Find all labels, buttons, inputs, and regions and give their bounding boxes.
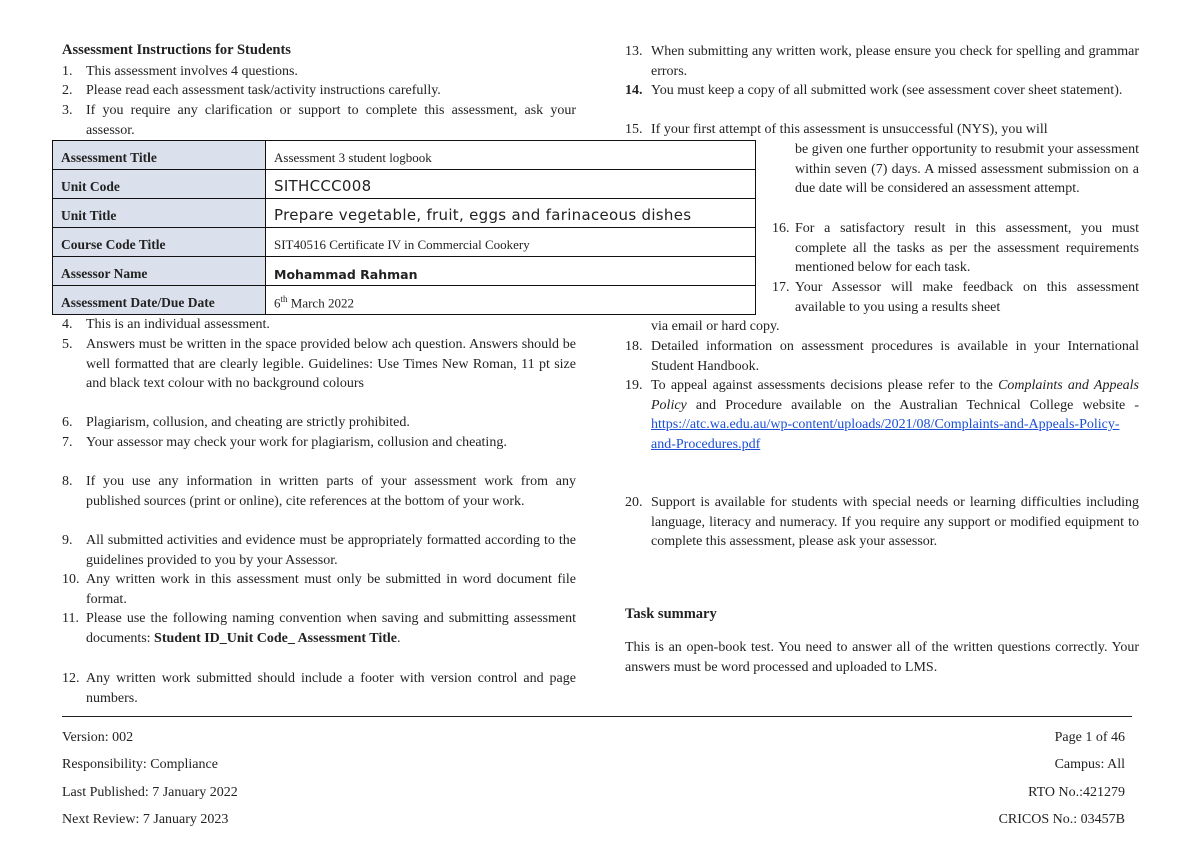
instruction-item: 2. Please read each assessment task/activity instructions carefully. (62, 83, 441, 98)
instruction-item: For a satisfactory result in this assessment, you must complete all the tasks as per the assessment requirements mentioned below for each task. (795, 221, 1139, 275)
assessor-value: Mohammad Rahman (266, 257, 756, 286)
assessment-title-value: Assessment 3 student logbook (266, 141, 756, 170)
assessment-title-label: Assessment Title (53, 141, 266, 170)
task-summary-title: Task summary (625, 606, 717, 622)
footer-next-review: Next Review: 7 January 2023 (62, 812, 229, 827)
footer-responsibility: Responsibility: Compliance (62, 757, 218, 772)
table-row (53, 286, 756, 315)
footer-last-published: Last Published: 7 January 2022 (62, 785, 238, 800)
instruction-item: 10. Any written work in this assessment must only be submitted in word document file format. (62, 572, 576, 607)
instruction-item: 19. To appeal against assessments decisions please refer to the Complaints and Appeals Policy and Procedure available on the Australian Technical College website - https://atc.wa.edu.au/wp-content/uploads/2021/08/Complaints-and-Appeals-Policy-and-Procedures.pdf (625, 378, 1139, 452)
table-row (53, 141, 756, 170)
assessor-label: Assessor Name (53, 257, 266, 286)
footer-divider (62, 716, 1132, 717)
unit-title-value: Prepare vegetable, fruit, eggs and farinaceous dishes (266, 199, 756, 228)
instruction-item-tail: via email or hard copy. (651, 319, 780, 334)
footer-rto: RTO No.:421279 (1028, 785, 1125, 800)
instruction-item: 11. Please use the following naming convention when saving and submitting assessment documents: Student ID_Unit Code_ Assessment Title. (62, 611, 576, 646)
instruction-item: Your Assessor will make feedback on this assessment available to you using a results sheet (795, 280, 1139, 315)
due-date-label: Assessment Date/Due Date (53, 286, 266, 315)
instruction-item: 20. Support is available for students with special needs or learning difficulties including language, literacy and numeracy. If you require any support or modified equipment to complete this assessment, please ask your assessor. (625, 495, 1139, 549)
instruction-item: 12. Any written work submitted should include a footer with version control and page numbers. (62, 671, 576, 706)
instruction-item: 1. This assessment involves 4 questions. (62, 64, 298, 79)
due-date-value: 6th March 2022 (266, 286, 756, 315)
unit-code-label: Unit Code (53, 170, 266, 199)
naming-convention: Student ID_Unit Code_ Assessment Title (154, 630, 398, 646)
table-row (53, 199, 756, 228)
instruction-item: 8. If you use any information in written parts of your assessment work from any published sources (print or online), cite references at the bottom of your work. (62, 474, 576, 509)
instruction-number: 16. (772, 221, 790, 236)
table-row (53, 228, 756, 257)
instruction-item: 9. All submitted activities and evidence must be appropriately formatted according to the guidelines provided to you by your Assessor. (62, 533, 576, 568)
instruction-item: 7. Your assessor may check your work for plagiarism, collusion and cheating. (62, 435, 507, 450)
footer-cricos: CRICOS No.: 03457B (998, 812, 1125, 827)
course-label: Course Code Title (53, 228, 266, 257)
instruction-item: 5. Answers must be written in the space provided below ach question. Answers should be well formatted that are clearly legible. Guidelines: Use Times New Roman, 11 pt size and black text colour with no background colours (62, 337, 576, 391)
instruction-item: 3. If you require any clarification or support to complete this assessment, ask your assessor. (62, 103, 576, 138)
instructions-heading: Assessment Instructions for Students (62, 42, 291, 58)
policy-link[interactable]: https://atc.wa.edu.au/wp-content/uploads/2021/08/Complaints-and-Appeals-Policy-and-Procedures.pdf (651, 417, 1120, 452)
instruction-number: 17. (772, 280, 790, 295)
table-row (53, 170, 756, 199)
instruction-item-wrapped: be given one further opportunity to resubmit your assessment within seven (7) days. A missed assessment submission on a due date will be considered an assessment attempt. (795, 142, 1139, 196)
table-row (53, 257, 756, 286)
unit-code-value: SITHCCC008 (266, 170, 756, 199)
task-summary-text: This is an open-book test. You need to answer all of the written questions correctly. Your answers must be word processed and uploaded to LMS. (625, 640, 1139, 675)
instruction-item: 14. You must keep a copy of all submitted work (see assessment cover sheet statement). (625, 83, 1123, 98)
instruction-item: 15. If your first attempt of this assessment is unsuccessful (NYS), you will (625, 122, 1048, 137)
footer-version: Version: 002 (62, 730, 134, 745)
footer-page-number: Page 1 of 46 (1054, 730, 1125, 745)
instruction-item: 6. Plagiarism, collusion, and cheating are strictly prohibited. (62, 415, 410, 430)
footer-campus: Campus: All (1054, 757, 1125, 772)
assessment-info-table (52, 140, 756, 315)
course-value: SIT40516 Certificate IV in Commercial Cookery (266, 228, 756, 257)
unit-title-label: Unit Title (53, 199, 266, 228)
instruction-item: 18. Detailed information on assessment procedures is available in your International Student Handbook. (625, 339, 1139, 374)
instruction-item: 13. When submitting any written work, please ensure you check for spelling and grammar errors. (625, 44, 1139, 79)
policy-title: Complaints and Appeals Policy (651, 378, 1139, 413)
instruction-item: 4. This is an individual assessment. (62, 317, 270, 332)
